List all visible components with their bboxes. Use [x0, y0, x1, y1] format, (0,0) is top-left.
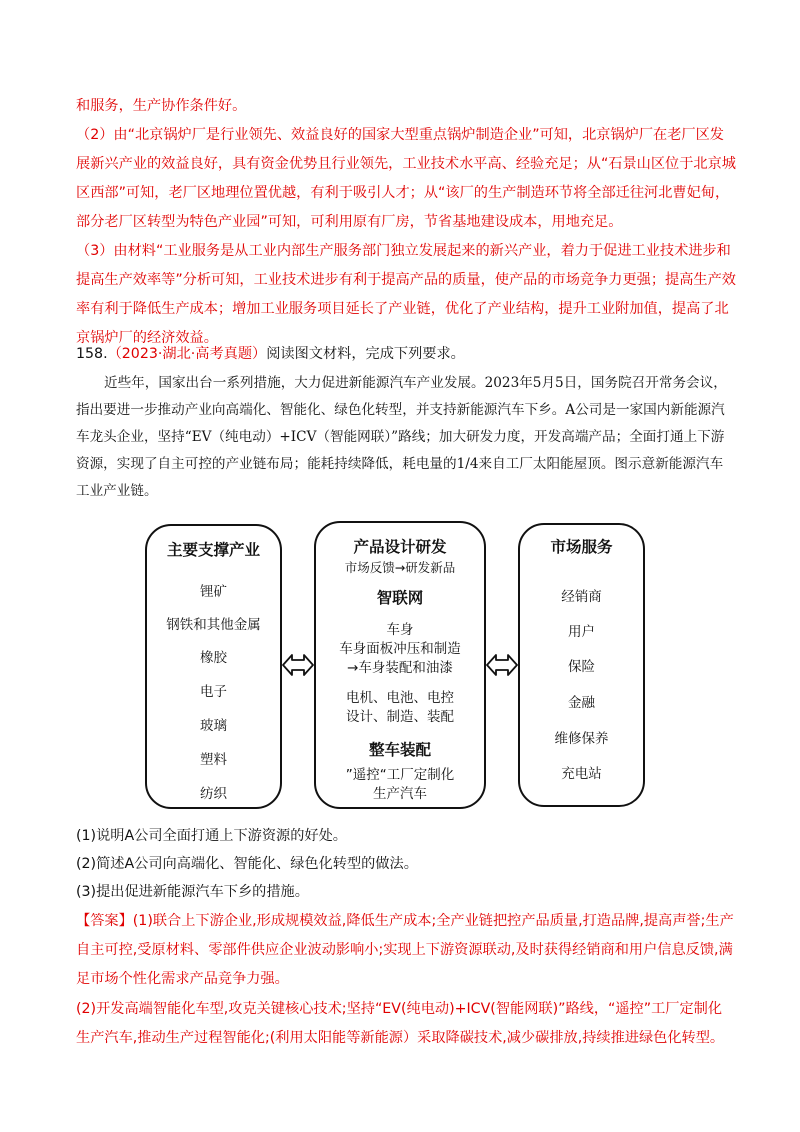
product-design-title: 产品设计研发 [353, 538, 447, 556]
double-arrow-icon [485, 651, 519, 679]
question-3: (3)提出促进新能源汽车下乡的措施。 [76, 884, 309, 900]
answer-part-3: （3）由材料“工业服务是从工业内部生产服务部门独立发展起来的新兴产业，着力于促进工业技术进步和提高生产效率等”分析可知，工业技术进步有利于提高产品的质量，使产品的市场竞争力更强；提高生产效率有利于降低生产成本；增加工业服务项目延长了产业链，优化了产业结构，提升工业附加值，提高了北京锅炉厂的经济效益。 [76, 243, 736, 346]
support-item: 锂矿 [200, 584, 227, 600]
question-number: 158. [76, 346, 108, 362]
support-item: 电子 [200, 684, 227, 700]
service-item: 维修保养 [554, 731, 609, 747]
market-services-title: 市场服务 [550, 538, 613, 556]
answer-block-1 [76, 907, 736, 994]
support-item: 塑料 [200, 752, 227, 768]
service-item: 充电站 [561, 766, 602, 782]
answer-1-text: (1)联合上下游企业,形成规模效益,降低生产成本;全产业链把控产品质量,打造品牌,提高声誉;生产自主可控,受原材料、零部件供应企业波动影响小;实现上下游资源联动,及时获得经销商和用户信息反馈,满足市场个性化需求产品竞争力强。 [76, 913, 734, 987]
service-item: 经销商 [561, 589, 602, 605]
question-source: （2023·湖北·高考真题） [107, 346, 267, 362]
market-services-box [518, 523, 645, 807]
support-industries-box [145, 524, 282, 809]
electric-systems-text: 电机、电池、电控 [346, 690, 454, 706]
answer-continuation-line: 和服务，生产协作条件好。 [76, 98, 247, 114]
question-1: (1)说明A公司全面打通上下游资源的好处。 [76, 828, 347, 844]
support-item: 橡胶 [200, 650, 227, 666]
body-assembly-text: →车身装配和油漆 [347, 660, 453, 676]
market-feedback-text: 市场反馈→研发新品 [344, 560, 456, 575]
question-2: (2)简述A公司向高端化、智能化、绿色化转型的做法。 [76, 856, 418, 872]
service-item: 金融 [568, 695, 595, 711]
service-item: 用户 [568, 624, 595, 640]
answer-block-2: (2)开发高端智能化车型,攻克关键核心技术;坚持“EV(纯电动)+ICV(智能网联)”路线，“遥控”工厂定制化生产汽车,推动生产过程智能化;(利用太阳能等新能源）采取降碳技术,减少碳排放,持续推进绿色化转型。 [76, 1001, 725, 1046]
question-material: 近些年，国家出台一系列措施，大力促进新能源汽车产业发展。2023年5月5日，国务院召开常务会议，指出要进一步推动产业向高端化、智能化、绿色化转型，并支持新能源汽车下乡。A公司是一家国内新能源汽车龙头企业，坚持“EV（纯电动）+ICV（智能网联）”路线；加大研发力度，开发高端产品；全面打通上下游资源，实现了自主可控的产业链布局；能耗持续降低，耗电量的1/4来自工厂太阳能屋顶。图示意新能源汽车工业产业链。 [76, 375, 727, 499]
support-item: 钢铁和其他金属 [166, 617, 261, 633]
double-arrow-icon [281, 651, 315, 679]
service-item: 保险 [568, 659, 595, 675]
vehicle-assembly-title: 整车装配 [368, 741, 431, 759]
question-instruction: 阅读图文材料，完成下列要求。 [266, 346, 465, 362]
support-item: 纺织 [200, 786, 227, 802]
remote-factory-text: ”遥控“工厂定制化 [345, 767, 455, 783]
car-body-text: 车身 [386, 622, 414, 638]
production-text: 生产汽车 [373, 786, 427, 802]
smart-network-text: 智联网 [376, 589, 424, 607]
product-design-box [314, 521, 486, 809]
support-item: 玻璃 [200, 718, 227, 734]
answer-part-2: （2）由“北京锅炉厂是行业领先、效益良好的国家大型重点锅炉制造企业”可知，北京锅炉厂在老厂区发展新兴产业的效益良好，具有资金优势且行业领先，工业技术水平高、经验充足；从“石景山区位于北京城区西部”可知，老厂区地理位置优越，有利于吸引人才；从“该厂的生产制造环节将全部迁往河北曹妃甸，部分老厂区转型为特色产业园”可知，可利用原有厂房，节省基地建设成本，用地充足。 [76, 127, 736, 230]
panel-stamping-text: 车身面板冲压和制造 [339, 641, 461, 657]
support-industries-title: 主要支撑产业 [166, 541, 260, 559]
design-manufacture-text: 设计、制造、装配 [346, 709, 454, 725]
answer-label: 【答案】 [76, 913, 133, 929]
question-header [76, 340, 736, 369]
